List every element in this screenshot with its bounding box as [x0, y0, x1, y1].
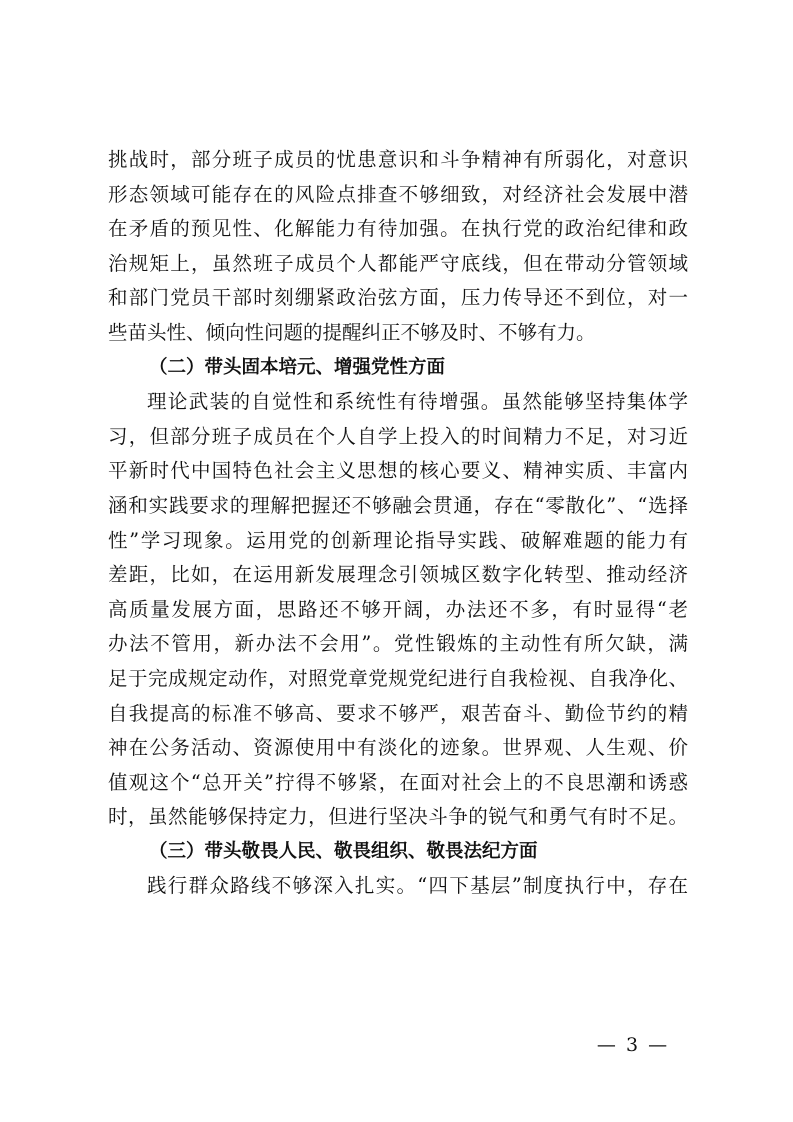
document-body	[108, 143, 688, 904]
page-number: — 3 —	[596, 1034, 670, 1056]
body-text-line: 治规矩上，虽然班子成员个人都能严守底线，但在带动分管领域	[108, 251, 688, 275]
body-text-line: 挑战时，部分班子成员的忧患意识和斗争精神有所弱化，对意识	[108, 148, 688, 171]
body-text-line: 涵和实践要求的理解把握还不够融会贯通，存在“零散化”、“选择	[108, 493, 688, 517]
body-text-line: 和部门党员干部时刻绷紧政治弦方面，压力传导还不到位，对一	[108, 286, 688, 310]
body-text-line: 习，但部分班子成员在个人自学上投入的时间精力不足，对习近	[108, 424, 688, 448]
body-text-line: 形态领域可能存在的风险点排查不够细致，对经济社会发展中潜	[108, 182, 688, 206]
body-text-line: 在矛盾的预见性、化解能力有待加强。在执行党的政治纪律和政	[108, 217, 688, 241]
body-text-line: 办法不管用，新办法不会用”。党性锻炼的主动性有所欠缺，满	[108, 632, 688, 656]
body-text-line: 时，虽然能够保持定力，但进行坚决斗争的锐气和勇气有时不足。	[108, 805, 688, 829]
body-text-line: 差距，比如，在运用新发展理念引领城区数字化转型、推动经济	[108, 563, 688, 587]
section-heading-2: （二）带头固本培元、增强党性方面	[149, 356, 446, 378]
body-text-line: 平新时代中国特色社会主义思想的核心要义、精神实质、丰富内	[108, 459, 688, 483]
body-text-line: 高质量发展方面，思路还不够开阔，办法还不多，有时显得“老	[108, 597, 688, 621]
body-text-line: 自我提高的标准不够高、要求不够严，艰苦奋斗、勤俭节约的精	[108, 701, 688, 725]
paragraph-first-line: 理论武装的自觉性和系统性有待增强。虽然能够坚持集体学	[147, 390, 688, 414]
paragraph-first-line: 践行群众路线不够深入扎实。“四下基层”制度执行中，存在	[147, 874, 688, 898]
body-text-line: 值观这个“总开关”拧得不够紧，在面对社会上的不良思潮和诱惑	[108, 770, 688, 794]
body-text-line: 足于完成规定动作，对照党章党规党纪进行自我检视、自我净化、	[108, 666, 688, 690]
section-heading-3: （三）带头敬畏人民、敬畏组织、敬畏法纪方面	[149, 840, 538, 862]
body-text-line: 神在公务活动、资源使用中有淡化的迹象。世界观、人生观、价	[108, 736, 688, 760]
body-text-line: 些苗头性、倾向性问题的提醒纠正不够及时、不够有力。	[108, 320, 596, 344]
body-text-line: 性”学习现象。运用党的创新理论指导实践、破解难题的能力有	[108, 528, 688, 552]
